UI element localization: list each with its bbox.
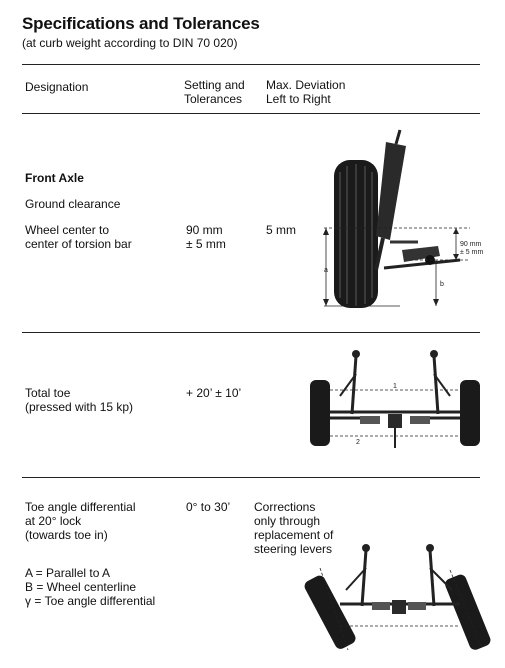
shock-absorber-shape — [376, 130, 406, 270]
ground-clearance-desc-line1: Wheel center to — [25, 223, 110, 237]
total-toe-desc-line1: Total toe — [25, 386, 71, 400]
page-subtitle: (at curb weight according to DIN 70 020) — [22, 36, 238, 50]
column-header-setting-line2: Tolerances — [184, 92, 243, 106]
ground-clearance-description — [25, 223, 132, 251]
header-rule — [22, 113, 480, 114]
toe-angle-desc-line1: Toe angle differential — [25, 500, 136, 514]
toe-angle-description — [25, 500, 136, 542]
legend-item-gamma: γ = Toe angle differential — [25, 594, 156, 608]
section-heading-front-axle: Front Axle — [25, 171, 84, 185]
column-header-setting-line1: Setting and — [184, 78, 245, 92]
ground-clearance-setting — [186, 223, 226, 251]
right-tire-turned-shape — [443, 573, 492, 652]
section-rule-1 — [22, 332, 480, 333]
legend — [25, 566, 155, 608]
column-header-designation: Designation — [25, 80, 89, 94]
dim-label-90mm: 90 mm — [460, 241, 482, 248]
ground-clearance-figure — [310, 122, 500, 314]
toe-angle-desc-line2: at 20° lock — [25, 514, 82, 528]
total-toe-figure — [300, 344, 500, 456]
right-tire-shape — [460, 380, 480, 446]
top-rule — [22, 64, 480, 65]
toe-angle-desc-line3: (towards toe in) — [25, 528, 108, 542]
column-header-deviation-line2: Left to Right — [266, 92, 331, 106]
section-rule-2 — [22, 477, 480, 478]
total-toe-description — [25, 386, 133, 414]
dim-label-b: b — [440, 281, 444, 288]
column-header-deviation-line1: Max. Deviation — [266, 78, 346, 92]
toe-angle-setting: 0° to 30’ — [186, 500, 231, 514]
ground-clearance-desc-line2: center of torsion bar — [25, 237, 132, 251]
fig-label-2: 2 — [356, 439, 360, 446]
toe-angle-dev-line4: steering levers — [254, 542, 333, 556]
legend-item-a: A = Parallel to A — [25, 566, 111, 580]
left-tire-shape — [310, 380, 330, 446]
toe-angle-dev-line3: replacement of — [254, 528, 334, 542]
ground-clearance-label: Ground clearance — [25, 197, 121, 211]
fig-label-1: 1 — [393, 383, 397, 390]
toe-angle-dev-line1: Corrections — [254, 500, 316, 514]
ground-clearance-deviation: 5 mm — [266, 223, 296, 237]
total-toe-desc-line2: (pressed with 15 kp) — [25, 400, 134, 414]
dim-label-tolerance: ± 5 mm — [460, 249, 484, 256]
total-toe-setting: + 20’ ± 10’ — [186, 386, 242, 400]
page-title: Specifications and Tolerances — [22, 14, 260, 33]
toe-angle-dev-line2: only through — [254, 514, 321, 528]
column-header-setting — [184, 78, 245, 106]
ground-clearance-setting-line1: 90 mm — [186, 223, 223, 237]
toe-angle-figure — [300, 540, 500, 662]
dim-label-a: a — [324, 267, 328, 274]
legend-item-b: B = Wheel centerline — [25, 580, 137, 594]
column-header-deviation — [266, 78, 345, 106]
ground-clearance-setting-line2: ± 5 mm — [186, 237, 226, 251]
